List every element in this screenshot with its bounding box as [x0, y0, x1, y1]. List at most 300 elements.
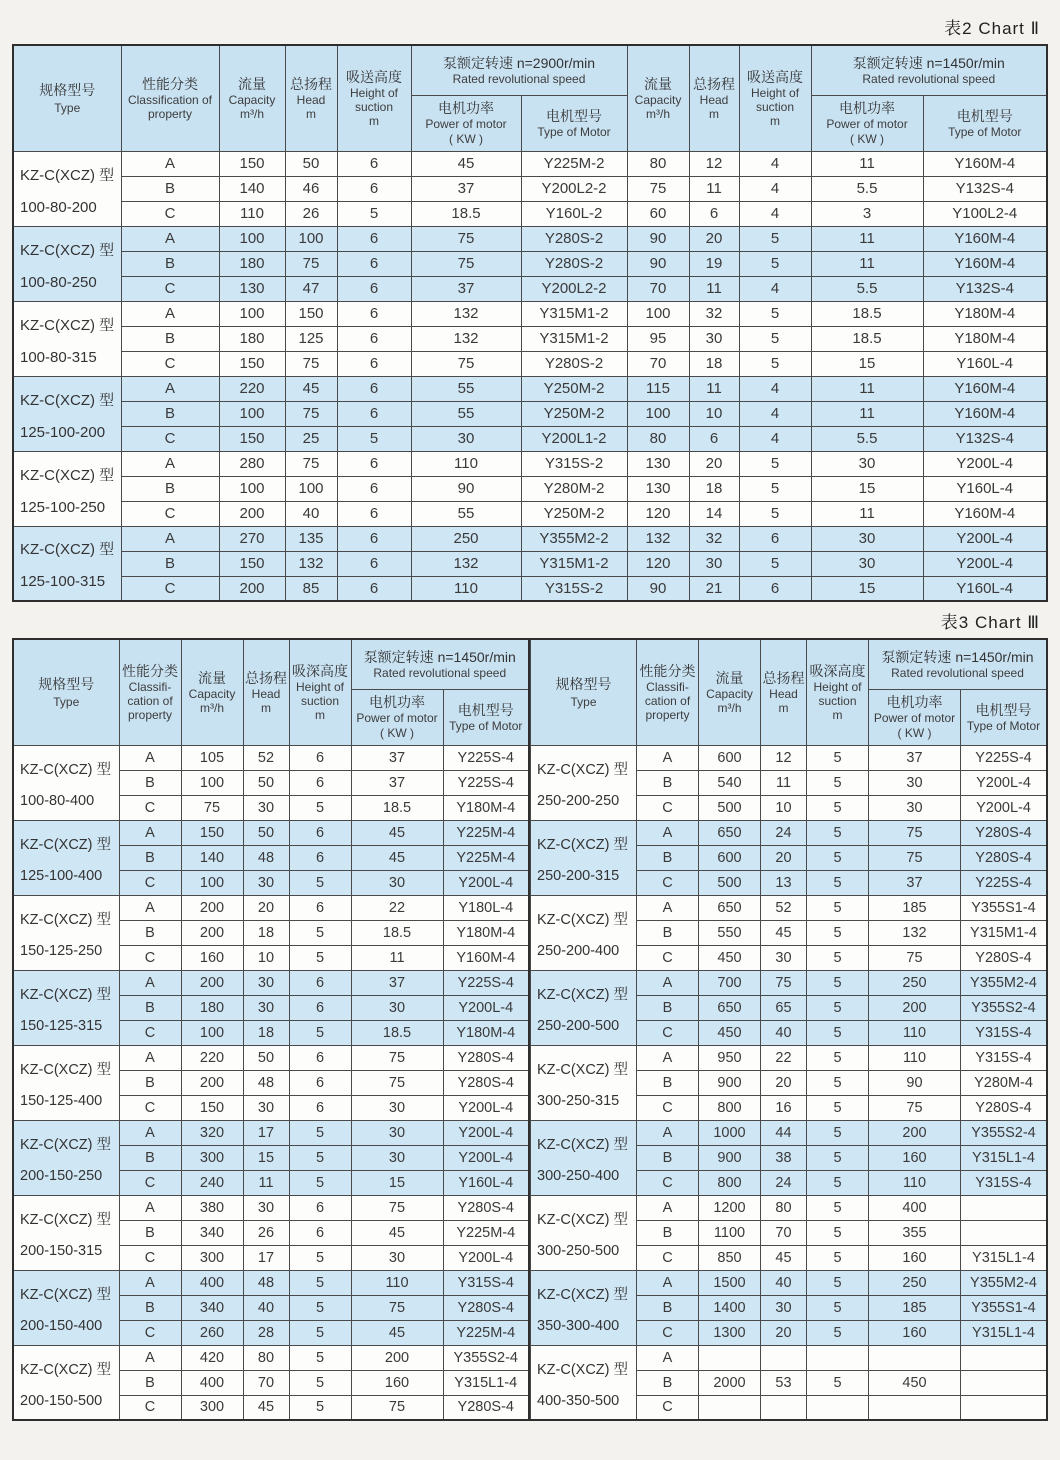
- capacity-cell: 150: [181, 1095, 243, 1120]
- suction-cell: 6: [289, 1045, 351, 1070]
- class-cell: C: [119, 870, 181, 895]
- head-cell: 40: [761, 1020, 807, 1045]
- motor-power-cell: 110: [869, 1170, 961, 1195]
- head-cell: 52: [243, 745, 289, 770]
- pump-size-label: 100-80-315: [20, 348, 97, 366]
- suction-1450-cell: 4: [739, 426, 811, 451]
- class-cell: A: [119, 1195, 181, 1220]
- motor-type-cell: Y180M-4: [443, 920, 529, 945]
- suction-cell: 5: [807, 1120, 869, 1145]
- pump-size-label: 125-100-200: [20, 423, 106, 441]
- capacity-cell: 200: [181, 970, 243, 995]
- suction-1450-cell: 5: [739, 301, 811, 326]
- header-head: [285, 45, 337, 151]
- class-cell: C: [119, 1245, 181, 1270]
- motor-type-1450-cell: Y100L2-4: [923, 201, 1047, 226]
- class-cell: A: [121, 376, 219, 401]
- capacity-1450-cell: 100: [627, 301, 689, 326]
- capacity-1450-cell: 90: [627, 251, 689, 276]
- head-cell: 30: [243, 1195, 289, 1220]
- suction-cell: 5: [289, 1170, 351, 1195]
- head-cell: 30: [761, 1295, 807, 1320]
- class-cell: B: [119, 920, 181, 945]
- suction-2900-cell: 6: [337, 451, 411, 476]
- suction-1450-cell: 5: [739, 451, 811, 476]
- motor-type-2900-cell: Y355M2-2: [521, 526, 627, 551]
- motor-type-cell: Y280M-4: [961, 1070, 1048, 1095]
- motor-type-1450-cell: Y160M-4: [923, 501, 1047, 526]
- motor-power-cell: 75: [351, 1045, 443, 1070]
- motor-power-1450-cell: 11: [811, 226, 923, 251]
- class-cell: C: [119, 795, 181, 820]
- head-cell: [761, 1345, 807, 1370]
- motor-type-cell: Y355S2-4: [443, 1345, 529, 1370]
- head-cell: 18: [243, 920, 289, 945]
- motor-type-cell: Y315L1-4: [961, 1245, 1048, 1270]
- pump-size-label: 100-80-400: [20, 793, 95, 809]
- motor-power-cell: 75: [351, 1195, 443, 1220]
- motor-type-cell: Y200L-4: [443, 1095, 529, 1120]
- motor-power-cell: 75: [869, 945, 961, 970]
- motor-power-2900-cell: 250: [411, 526, 521, 551]
- suction-cell: 5: [289, 1395, 351, 1420]
- class-cell: B: [119, 845, 181, 870]
- suction-1450-cell: 4: [739, 176, 811, 201]
- class-cell: A: [119, 745, 181, 770]
- capacity-2900-cell: 280: [219, 451, 285, 476]
- class-cell: B: [637, 995, 699, 1020]
- head-cell: 20: [761, 845, 807, 870]
- motor-type-cell: Y200L-4: [443, 1245, 529, 1270]
- motor-power-cell: 90: [869, 1070, 961, 1095]
- capacity-cell: 600: [699, 845, 761, 870]
- motor-type-cell: Y225M-4: [443, 820, 529, 845]
- suction-cell: 5: [807, 1220, 869, 1245]
- head-cell: 11: [761, 770, 807, 795]
- motor-type-2900-cell: Y315M1-2: [521, 326, 627, 351]
- pump-type-cell: [531, 1270, 637, 1345]
- motor-type-1450-cell: Y160M-4: [923, 226, 1047, 251]
- pump-type-cell: [13, 895, 119, 970]
- capacity-cell: 450: [699, 945, 761, 970]
- capacity-cell: 450: [699, 1020, 761, 1045]
- capacity-1450-cell: 90: [627, 226, 689, 251]
- capacity-cell: 1500: [699, 1270, 761, 1295]
- class-cell: A: [121, 301, 219, 326]
- suction-cell: 5: [807, 1245, 869, 1270]
- motor-power-cell: 30: [351, 1095, 443, 1120]
- pump-size-label: 400-350-500: [537, 1392, 620, 1409]
- motor-power-cell: 45: [351, 1220, 443, 1245]
- suction-cell: 5: [807, 845, 869, 870]
- suction-cell: 5: [289, 1020, 351, 1045]
- pump-type-cell: [13, 151, 121, 226]
- motor-type-1450-cell: Y200L-4: [923, 526, 1047, 551]
- head-cell: 18: [243, 1020, 289, 1045]
- suction-cell: 6: [289, 995, 351, 1020]
- motor-type-cell: Y180M-4: [443, 795, 529, 820]
- pump-size-label: 300-250-315: [537, 1093, 620, 1109]
- motor-type-2900-cell: Y315M1-2: [521, 551, 627, 576]
- pump-series-label: KZ-C(XCZ) 型: [20, 166, 115, 184]
- suction-cell: 5: [289, 1295, 351, 1320]
- motor-type-cell: Y315L1-4: [443, 1370, 529, 1395]
- capacity-2900-cell: 100: [219, 401, 285, 426]
- motor-power-1450-cell: 5.5: [811, 176, 923, 201]
- header-motor-power: 电机功率 Power of motor ( KW ): [351, 689, 443, 745]
- capacity-1450-cell: 115: [627, 376, 689, 401]
- motor-power-2900-cell: 55: [411, 501, 521, 526]
- pump-type-cell: [13, 970, 119, 1045]
- head-cell: 70: [761, 1220, 807, 1245]
- motor-type-1450-cell: Y160L-4: [923, 576, 1047, 601]
- suction-cell: [807, 1395, 869, 1420]
- header-capacity: 流量 Capacity m³/h: [699, 639, 761, 745]
- motor-type-cell: Y280S-4: [961, 1095, 1048, 1120]
- motor-type-cell: Y315S-4: [443, 1270, 529, 1295]
- motor-power-cell: 250: [869, 970, 961, 995]
- suction-cell: 5: [807, 1195, 869, 1220]
- motor-power-cell: 200: [869, 995, 961, 1020]
- head-cell: 30: [243, 870, 289, 895]
- capacity-cell: 550: [699, 920, 761, 945]
- table-row: [13, 326, 1047, 351]
- head-1450-cell: 12: [689, 151, 739, 176]
- capacity-2900-cell: 100: [219, 226, 285, 251]
- class-cell: B: [637, 1295, 699, 1320]
- head-2900-cell: 26: [285, 201, 337, 226]
- class-cell: C: [637, 1245, 699, 1270]
- head-2900-cell: 75: [285, 451, 337, 476]
- pump-type-cell: [531, 745, 637, 820]
- pump-size-label: 200-150-400: [20, 1318, 103, 1334]
- table-row: [13, 451, 1047, 476]
- head-2900-cell: 75: [285, 251, 337, 276]
- motor-type-2900-cell: Y250M-2: [521, 501, 627, 526]
- motor-power-cell: 355: [869, 1220, 961, 1245]
- pump-series-label: KZ-C(XCZ) 型: [20, 912, 112, 928]
- header-motor-power-2900: 电机功率 Power of motor ( KW ): [411, 95, 521, 151]
- motor-type-cell: Y280S-4: [961, 820, 1048, 845]
- class-cell: A: [119, 1120, 181, 1145]
- class-cell: A: [119, 970, 181, 995]
- pump-size-label: 125-100-250: [20, 498, 106, 516]
- motor-power-cell: 200: [869, 1120, 961, 1145]
- capacity-cell: 400: [181, 1270, 243, 1295]
- motor-type-2900-cell: Y280M-2: [521, 476, 627, 501]
- table-row: [531, 1345, 1048, 1370]
- capacity-cell: 180: [181, 995, 243, 1020]
- header-rated-speed-2900-en: Rated revolutional speed: [452, 71, 586, 86]
- class-cell: B: [119, 1220, 181, 1245]
- header-suction-en: Height of suction: [349, 85, 399, 114]
- motor-power-cell: 37: [351, 970, 443, 995]
- capacity-1450-cell: 80: [627, 151, 689, 176]
- table3-left-header: [13, 639, 529, 745]
- capacity-2900-cell: 150: [219, 551, 285, 576]
- suction-cell: [807, 1345, 869, 1370]
- class-cell: C: [119, 1395, 181, 1420]
- motor-power-cell: 185: [869, 895, 961, 920]
- motor-type-cell: [961, 1370, 1048, 1395]
- capacity-1450-cell: 75: [627, 176, 689, 201]
- motor-power-cell: 400: [869, 1195, 961, 1220]
- suction-2900-cell: 6: [337, 501, 411, 526]
- header-head: 总扬程 Head m: [761, 639, 807, 745]
- capacity-cell: 900: [699, 1070, 761, 1095]
- suction-2900-cell: 6: [337, 551, 411, 576]
- motor-type-2900-cell: Y250M-2: [521, 401, 627, 426]
- suction-cell: 5: [807, 920, 869, 945]
- pump-size-label: 250-200-400: [537, 943, 620, 959]
- header-suction: 吸深高度 Height of suction m: [807, 639, 869, 745]
- motor-power-cell: [869, 1345, 961, 1370]
- table-row: [13, 401, 1047, 426]
- head-1450-cell: 32: [689, 301, 739, 326]
- pump-type-cell: [13, 820, 119, 895]
- table-row: [13, 1120, 529, 1145]
- table-row: [13, 176, 1047, 201]
- table-row: [13, 745, 529, 770]
- head-cell: 12: [761, 745, 807, 770]
- head-cell: [761, 1395, 807, 1420]
- suction-1450-cell: 6: [739, 526, 811, 551]
- suction-1450-cell: 4: [739, 201, 811, 226]
- class-cell: A: [119, 895, 181, 920]
- head-1450-cell: 18: [689, 351, 739, 376]
- suction-cell: 5: [807, 795, 869, 820]
- motor-type-cell: Y200L-4: [961, 770, 1048, 795]
- motor-power-cell: 30: [351, 870, 443, 895]
- class-cell: B: [119, 1370, 181, 1395]
- suction-cell: 5: [807, 870, 869, 895]
- head-1450-cell: 30: [689, 326, 739, 351]
- suction-1450-cell: 5: [739, 501, 811, 526]
- motor-type-2900-cell: Y225M-2: [521, 151, 627, 176]
- motor-power-cell: 22: [351, 895, 443, 920]
- class-cell: A: [121, 526, 219, 551]
- capacity-1450-cell: 70: [627, 276, 689, 301]
- suction-cell: 6: [289, 970, 351, 995]
- motor-power-cell: 18.5: [351, 1020, 443, 1045]
- class-cell: A: [637, 1195, 699, 1220]
- capacity-1450-cell: 90: [627, 576, 689, 601]
- suction-cell: 6: [289, 820, 351, 845]
- class-cell: A: [119, 1270, 181, 1295]
- head-cell: 22: [761, 1045, 807, 1070]
- table-row: [13, 1270, 529, 1295]
- motor-power-2900-cell: 18.5: [411, 201, 521, 226]
- suction-cell: 6: [289, 745, 351, 770]
- suction-2900-cell: 5: [337, 426, 411, 451]
- motor-power-1450-cell: 3: [811, 201, 923, 226]
- capacity-cell: 500: [699, 795, 761, 820]
- motor-type-cell: Y225S-4: [961, 745, 1048, 770]
- table-row: [13, 576, 1047, 601]
- head-cell: 50: [243, 820, 289, 845]
- motor-power-cell: 160: [869, 1145, 961, 1170]
- header-motor-type: 电机型号 Type of Motor: [443, 689, 529, 745]
- motor-type-cell: Y225S-4: [443, 745, 529, 770]
- capacity-cell: 220: [181, 1045, 243, 1070]
- suction-1450-cell: 5: [739, 351, 811, 376]
- header-suction-zh: 吸送高度: [346, 68, 402, 85]
- motor-type-1450-cell: Y180M-4: [923, 326, 1047, 351]
- suction-cell: 5: [807, 995, 869, 1020]
- suction-2900-cell: 6: [337, 326, 411, 351]
- class-cell: B: [637, 770, 699, 795]
- head-cell: 11: [243, 1170, 289, 1195]
- capacity-cell: 1100: [699, 1220, 761, 1245]
- motor-power-cell: 75: [351, 1395, 443, 1420]
- motor-type-cell: [961, 1345, 1048, 1370]
- table2-header: [13, 45, 1047, 151]
- table-row: [13, 376, 1047, 401]
- class-cell: C: [121, 351, 219, 376]
- class-cell: C: [637, 1170, 699, 1195]
- motor-power-cell: 200: [351, 1345, 443, 1370]
- motor-power-cell: 30: [351, 1120, 443, 1145]
- motor-power-2900-cell: 75: [411, 251, 521, 276]
- head-1450-cell: 11: [689, 176, 739, 201]
- motor-type-cell: Y315M1-4: [961, 920, 1048, 945]
- capacity-cell: 300: [181, 1395, 243, 1420]
- capacity-cell: 100: [181, 1020, 243, 1045]
- class-cell: B: [119, 1145, 181, 1170]
- suction-2900-cell: 6: [337, 301, 411, 326]
- suction-cell: 5: [807, 1320, 869, 1345]
- motor-power-cell: 30: [869, 795, 961, 820]
- pump-type-cell: [531, 970, 637, 1045]
- motor-power-1450-cell: 18.5: [811, 301, 923, 326]
- table-row: [13, 526, 1047, 551]
- motor-type-2900-cell: Y315M1-2: [521, 301, 627, 326]
- pump-size-label: 250-200-315: [537, 868, 620, 884]
- capacity-cell: 800: [699, 1095, 761, 1120]
- header-suction: 吸深高度 Height of suction m: [289, 639, 351, 745]
- class-cell: A: [637, 820, 699, 845]
- head-cell: 45: [243, 1395, 289, 1420]
- suction-1450-cell: 5: [739, 226, 811, 251]
- motor-power-cell: 75: [869, 845, 961, 870]
- capacity-cell: 2000: [699, 1370, 761, 1395]
- motor-type-2900-cell: Y200L2-2: [521, 276, 627, 301]
- motor-type-1450-cell: Y160M-4: [923, 401, 1047, 426]
- table-row: [13, 1345, 529, 1370]
- motor-type-1450-cell: Y200L-4: [923, 551, 1047, 576]
- pump-series-label: KZ-C(XCZ) 型: [20, 241, 115, 259]
- motor-type-2900-cell: Y200L2-2: [521, 176, 627, 201]
- motor-power-cell: 75: [351, 1295, 443, 1320]
- motor-power-2900-cell: 37: [411, 276, 521, 301]
- pump-size-label: 150-125-400: [20, 1093, 103, 1109]
- pump-series-label: KZ-C(XCZ) 型: [20, 1137, 112, 1153]
- motor-type-cell: Y180L-4: [443, 895, 529, 920]
- class-cell: A: [637, 1120, 699, 1145]
- table3-title: 表3 Chart Ⅲ: [940, 613, 1040, 632]
- pump-type-cell: [13, 301, 121, 376]
- suction-cell: 5: [289, 1120, 351, 1145]
- capacity-cell: 900: [699, 1145, 761, 1170]
- motor-type-cell: [961, 1195, 1048, 1220]
- capacity-cell: 380: [181, 1195, 243, 1220]
- motor-type-cell: Y280S-4: [961, 945, 1048, 970]
- capacity-2900-cell: 130: [219, 276, 285, 301]
- capacity-cell: 150: [181, 820, 243, 845]
- table-row: [13, 351, 1047, 376]
- motor-type-cell: Y280S-4: [443, 1045, 529, 1070]
- suction-1450-cell: 5: [739, 251, 811, 276]
- suction-cell: 5: [289, 945, 351, 970]
- motor-type-cell: Y355S1-4: [961, 1295, 1048, 1320]
- motor-power-2900-cell: 110: [411, 451, 521, 476]
- head-cell: 44: [761, 1120, 807, 1145]
- motor-power-cell: 160: [351, 1370, 443, 1395]
- suction-cell: 5: [289, 1345, 351, 1370]
- pump-size-label: 125-100-400: [20, 868, 103, 884]
- header-head-en: Head: [296, 92, 326, 107]
- suction-cell: 6: [289, 1095, 351, 1120]
- pump-size-label: 100-80-200: [20, 198, 97, 216]
- motor-power-cell: 37: [351, 745, 443, 770]
- head-cell: 17: [243, 1120, 289, 1145]
- motor-power-2900-cell: 75: [411, 226, 521, 251]
- table-row: [531, 820, 1048, 845]
- suction-cell: 5: [807, 1095, 869, 1120]
- motor-type-cell: Y200L-4: [443, 1120, 529, 1145]
- pump-spec-table-3-left: [12, 638, 530, 1421]
- motor-power-2900-cell: 75: [411, 351, 521, 376]
- head-2900-cell: 132: [285, 551, 337, 576]
- class-cell: C: [121, 276, 219, 301]
- table3-right-header: [531, 639, 1048, 745]
- header-head-unit: m: [306, 107, 316, 122]
- class-cell: A: [637, 895, 699, 920]
- head-cell: 17: [243, 1245, 289, 1270]
- header-suction-1450: 吸送高度 Height of suction m: [739, 45, 811, 151]
- suction-cell: 5: [289, 870, 351, 895]
- head-cell: 48: [243, 1070, 289, 1095]
- head-cell: 50: [243, 770, 289, 795]
- head-2900-cell: 100: [285, 226, 337, 251]
- motor-power-cell: 37: [869, 870, 961, 895]
- pump-series-label: KZ-C(XCZ) 型: [20, 316, 115, 334]
- suction-cell: 6: [289, 845, 351, 870]
- head-1450-cell: 11: [689, 376, 739, 401]
- class-cell: B: [637, 920, 699, 945]
- capacity-2900-cell: 100: [219, 301, 285, 326]
- pump-type-cell: [531, 895, 637, 970]
- pump-type-cell: [13, 1120, 119, 1195]
- header-head-1450: 总扬程 Head m: [689, 45, 739, 151]
- head-2900-cell: 45: [285, 376, 337, 401]
- motor-type-1450-cell: Y180M-4: [923, 301, 1047, 326]
- suction-cell: 5: [807, 1295, 869, 1320]
- suction-cell: 5: [807, 1145, 869, 1170]
- motor-power-1450-cell: 11: [811, 376, 923, 401]
- capacity-cell: 300: [181, 1145, 243, 1170]
- class-cell: A: [121, 151, 219, 176]
- head-1450-cell: 20: [689, 226, 739, 251]
- class-cell: B: [637, 1145, 699, 1170]
- motor-power-cell: 450: [869, 1370, 961, 1395]
- capacity-cell: 850: [699, 1245, 761, 1270]
- motor-type-2900-cell: Y200L1-2: [521, 426, 627, 451]
- pump-series-label: KZ-C(XCZ) 型: [537, 912, 629, 928]
- motor-power-cell: 30: [351, 1245, 443, 1270]
- motor-type-2900-cell: Y160L-2: [521, 201, 627, 226]
- head-cell: 13: [761, 870, 807, 895]
